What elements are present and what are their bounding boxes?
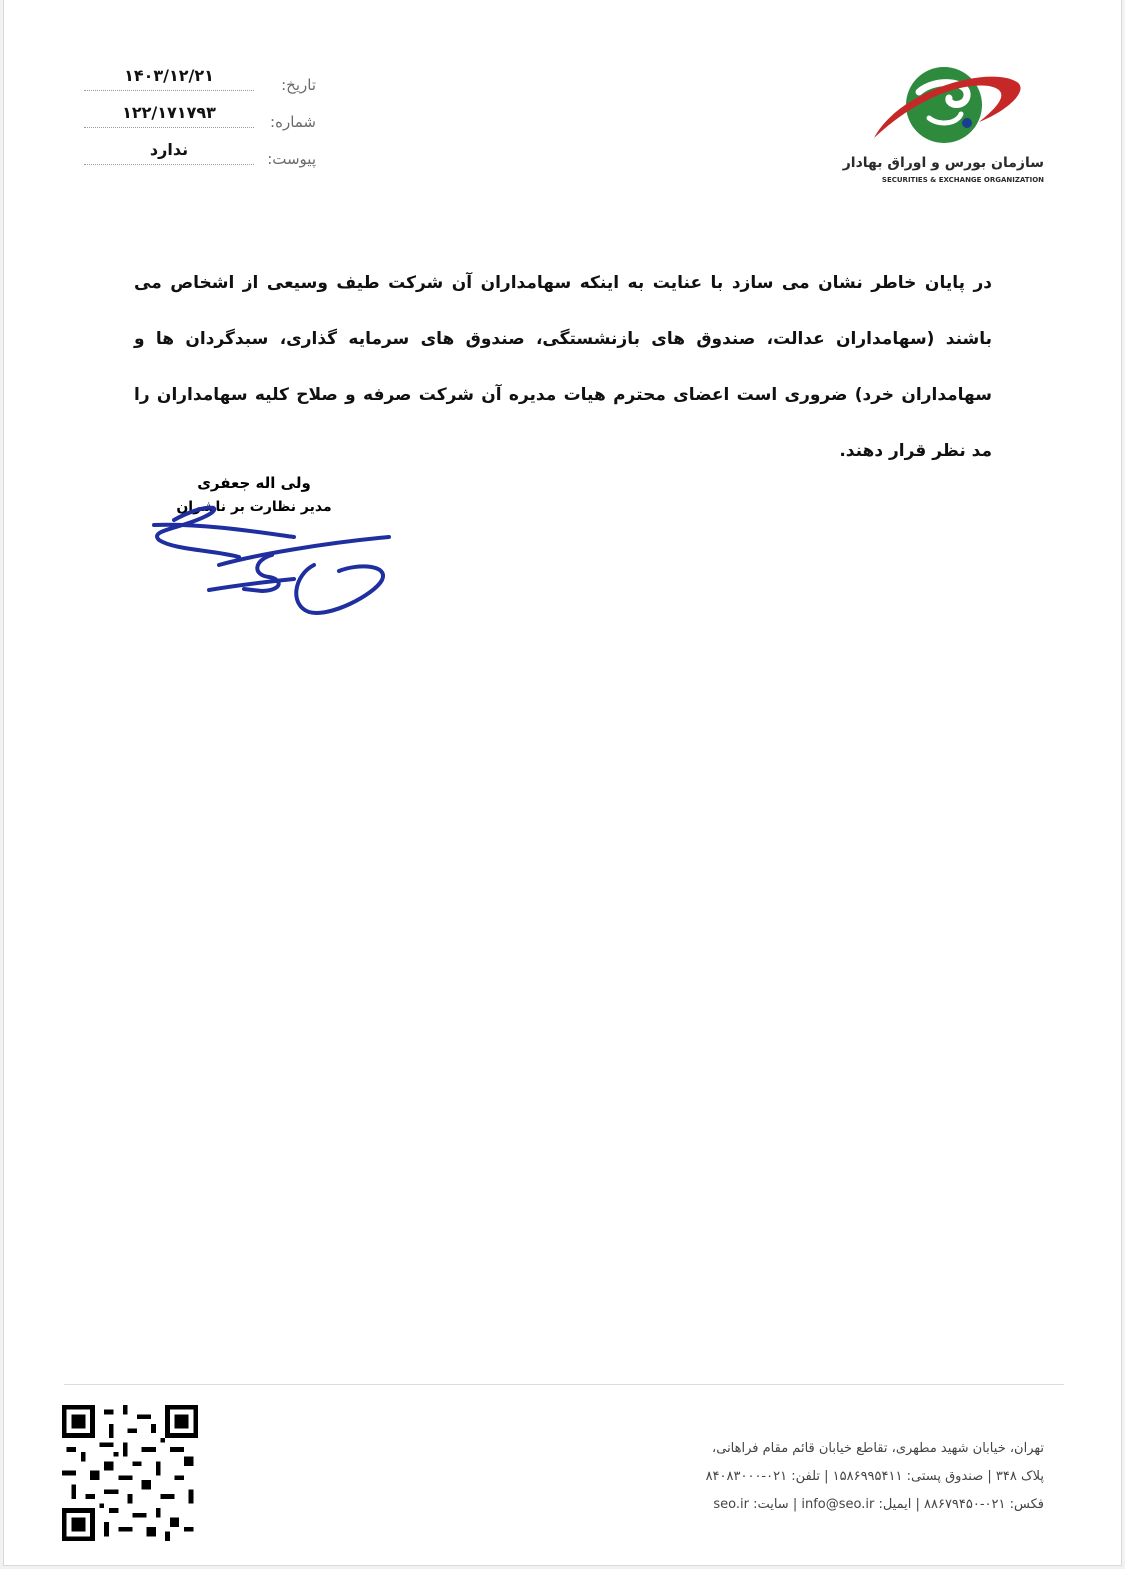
address-line-1: تهران، خیابان شهید مطهری، تقاطع خیابان قائم مقام فراهانی، xyxy=(712,1441,1044,1456)
logo-emblem-icon xyxy=(839,60,1049,155)
attachment-value: ندارد xyxy=(84,140,254,165)
address-line-2: پلاک ۳۴۸ | صندوق پستی: ۱۵۸۶۹۹۵۴۱۱ | تلفن: ۰۲۱-۸۴۰۸۳۰۰۰ xyxy=(705,1469,1044,1484)
footer-divider xyxy=(64,1384,1064,1385)
date-row xyxy=(84,62,324,99)
letter-sheet xyxy=(3,0,1122,1566)
logo-name-fa: سازمان بورس و اوراق بهادار xyxy=(842,155,1044,171)
number-value: ۱۲۲/۱۷۱۷۹۳ xyxy=(84,103,254,128)
signer-title: مدیر نظارت بر ناشران xyxy=(176,499,332,515)
handwritten-signature-icon xyxy=(144,495,404,625)
address-line-3: فکس: ۰۲۱-۸۸۶۷۹۴۵۰ | ایمیل: info@seo.ir | سایت: seo.ir xyxy=(713,1497,1044,1512)
letter-paragraph: در پایان خاطر نشان می سازد با عنایت به اینکه سهامداران آن شرکت طیف وسیعی از اشخاص می باشند (سهامداران عدالت، صندوق های بازنشستگی، صندوق های سرمایه گذاری، سبدگردان ها و سهامداران خرد) ضروری است اعضای محترم هیات مدیره آن شرکت صرفه و صلاح کلیه سهامداران را مد نظر قرار دهند. xyxy=(134,273,992,461)
number-row xyxy=(84,99,324,136)
letter-meta xyxy=(84,62,324,173)
number-label: شماره: xyxy=(270,113,316,131)
date-value: ۱۴۰۳/۱۲/۲۱ xyxy=(84,66,254,91)
attachment-row xyxy=(84,136,324,173)
attachment-label: پیوست: xyxy=(267,150,316,168)
date-label: تاریخ: xyxy=(281,76,316,94)
signer-name: ولی اله جعفری xyxy=(197,474,311,492)
qr-code-icon xyxy=(62,1405,198,1541)
footer-address xyxy=(604,1435,1044,1519)
logo-name-en: SECURITIES & EXCHANGE ORGANIZATION xyxy=(881,176,1044,184)
organization-logo xyxy=(839,60,1049,195)
